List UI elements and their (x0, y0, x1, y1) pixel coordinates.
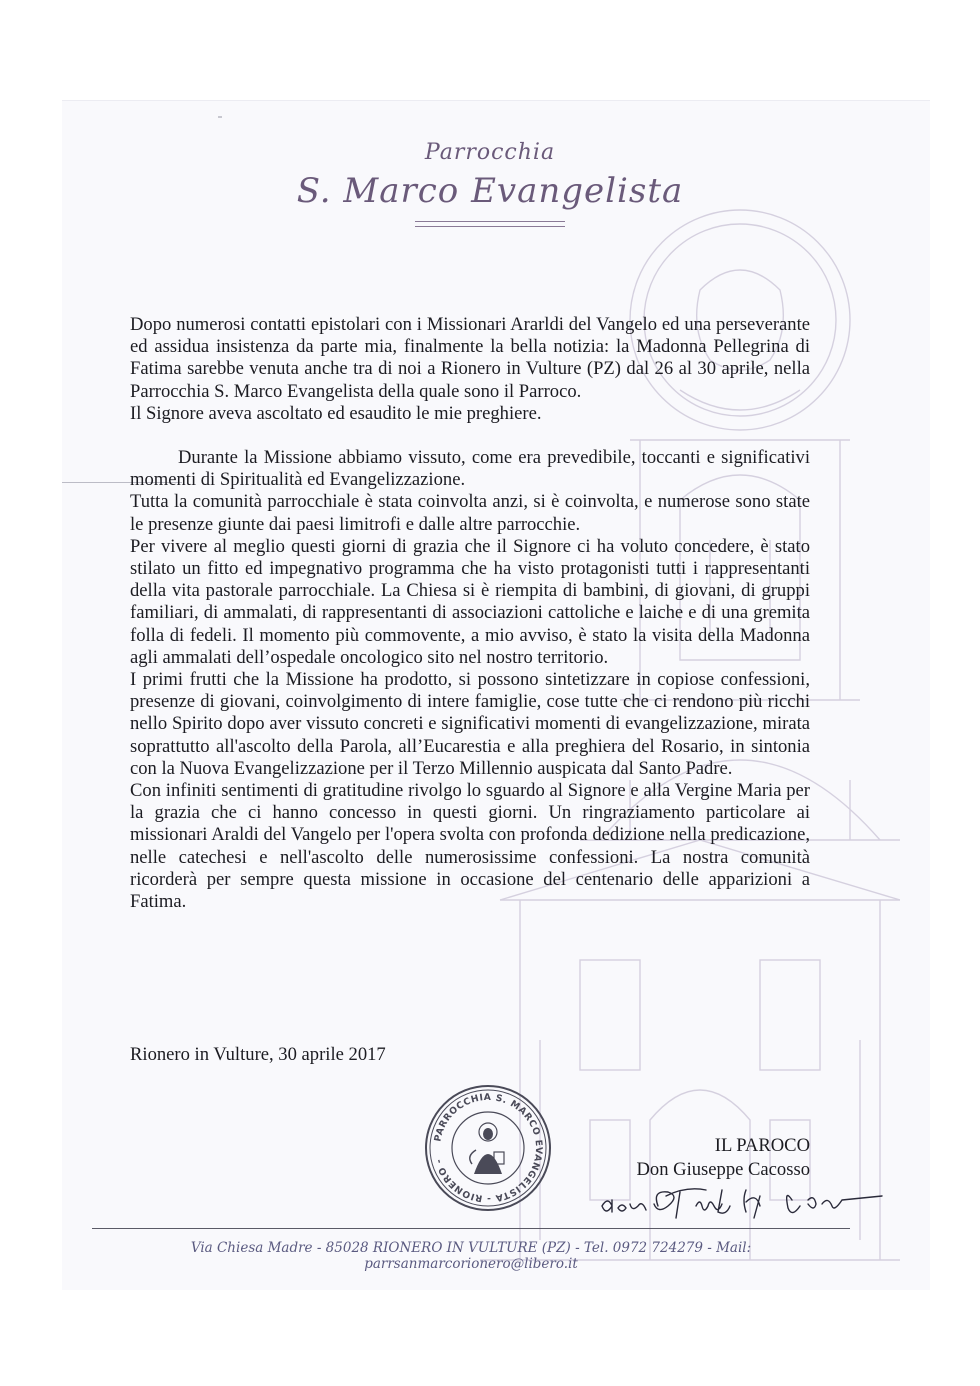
svg-text:PARROCCHIA S. MARCO EVANGELIST (432, 1092, 544, 1204)
parish-name: S. Marco Evangelista (296, 171, 684, 211)
signature-block (636, 1134, 810, 1182)
paragraph-3: Durante la Missione abbiamo vissuto, come era prevedibile, toccanti e significativi momenti di Spiritualità ed Evangelizzazione. (130, 447, 810, 491)
dateline: Rionero in Vulture, 30 aprile 2017 (130, 1044, 386, 1065)
footer-rule (92, 1228, 850, 1229)
letter-body (130, 314, 810, 913)
signatory-name: Don Giuseppe Cacosso (636, 1159, 810, 1180)
letterhead (280, 140, 700, 227)
seal-text: PARROCCHIA S. MARCO EVANGELISTA - RIONERO - (432, 1091, 545, 1205)
parish-label: Parrocchia (424, 140, 556, 165)
paragraph-7: Con infiniti sentimenti di gratitudine rivolgo lo sguardo al Signore e alla Vergine Maria per la grazia che ci hanno concesso in questi giorni. Un ringraziamento particolare ai missionari Araldi del Vangelo per l'opera svolta con profonda dedizione nella predicazione, nelle catechesi e nell'ascolto delle numerosissime confessioni. La nostra comunità ricorderà per sempre questa missione in occasione del centenario delle apparizioni a Fatima. (130, 780, 810, 913)
sheet-edge (62, 100, 930, 101)
letterhead-rule (415, 221, 565, 227)
saint-figure-icon (470, 1123, 504, 1174)
stray-mark (218, 116, 222, 118)
parish-seal (422, 1082, 554, 1214)
paragraph-4: Tutta la comunità parrocchiale è stata coinvolta anzi, si è coinvolta, e numerose sono state le presenze giunte dai paesi limitrofi e dalle altre parrocchie. (130, 491, 810, 535)
paragraph-6: I primi frutti che la Missione ha prodotto, si possono sintetizzare in copiose confessioni, presenze di giovani, coinvolgimento di intere famiglie, cose tutte che ci rendono più ricchi nello Spirito dopo aver vissuto concreti e significativi momenti di evangelizzazione, mirata soprattutto all'ascolto della Parola, all’Eucarestia e alla preghiera del Rosario, in sintonia con la Nuova Evangelizzazione per il Terzo Millennio auspicata dal Santo Padre. (130, 669, 810, 779)
handwritten-signature (596, 1176, 886, 1226)
paragraph-1: Dopo numerosi contatti epistolari con i Missionari Ararldi del Vangelo ed una perseverante ed assidua insistenza da parte mia, finalmente la bella notizia: la Madonna Pellegrina di Fatima sarebbe venuta anche tra di noi a Rionero in Vulture (PZ) dal 26 al 30 aprile, nella Parrocchia S. Marco Evangelista della quale sono il Parroco. (130, 314, 810, 402)
paragraph-5: Per vivere al meglio questi giorni di grazia che il Signore ci ha voluto concedere, è stato stilato un fitto ed impegnativo programma che ha visto protagonisti tutti i rappresentanti della vita pastorale parrocchiale. La Chiesa si è riempita di bambini, di giovani, di gruppi familiari, di ammalati, di rappresentanti di associazioni cattoliche e laiche e di una gremita folla di fedeli. Il momento più commovente, a mio avviso, è stato la visita della Madonna agli ammalati dell’ospedale oncologico sito nel nostro territorio. (130, 535, 810, 668)
footer-contact: Via Chiesa Madre - 85028 RIONERO IN VULTURE (PZ) - Tel. 0972 724279 - Mail: parrsanmarcorionero@libero.it (190, 1240, 752, 1272)
signatory-title: IL PAROCO (714, 1135, 810, 1156)
paragraph-2: Il Signore aveva ascoltato ed esaudito le mie preghiere. (130, 402, 542, 424)
